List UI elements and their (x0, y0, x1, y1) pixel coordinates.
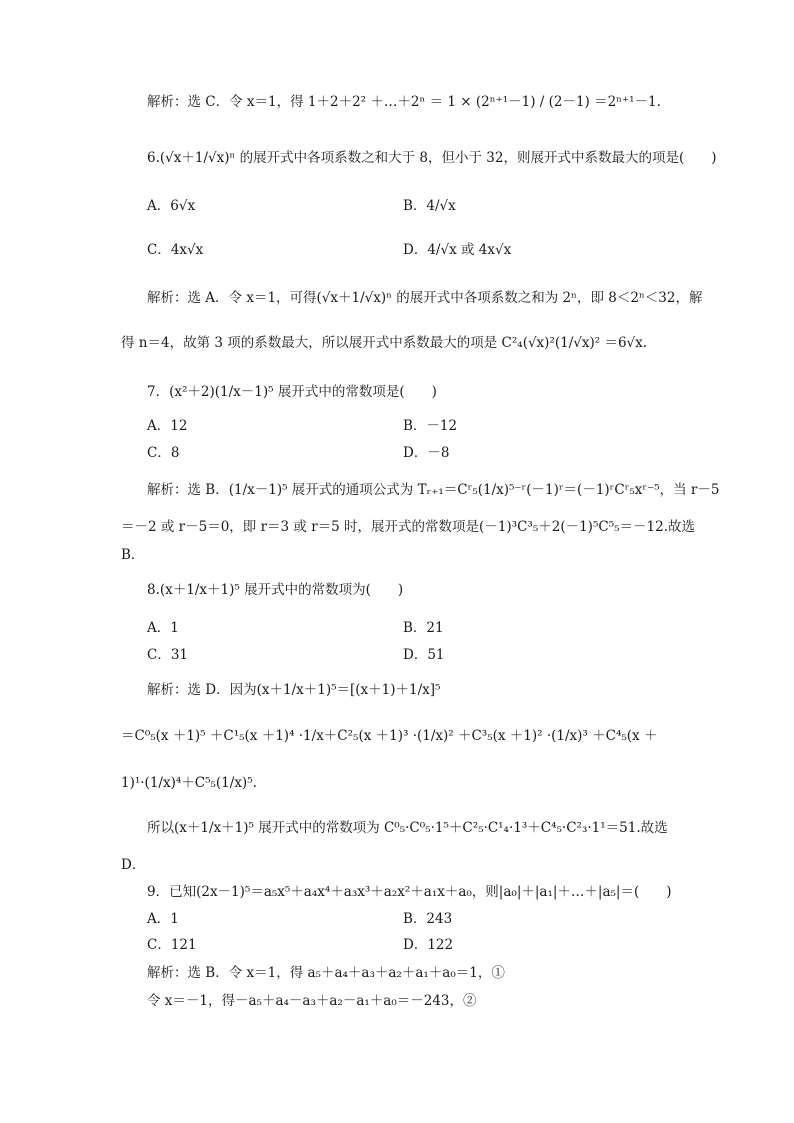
answer-8-line-4: 所以(x＋1/x＋1)⁵ 展开式中的常数项为 C⁰₅·C⁰₅·1⁵＋C²₅·C¹₄·1³＋C⁴₅·C²₃·1¹＝51.故选 (147, 820, 668, 836)
q6-option-c: C．4x√x (147, 242, 204, 258)
answer-9-line-1: 解析：选 B．令 x＝1，得 a₅＋a₄＋a₃＋a₂＋a₁＋a₀＝1，① (147, 965, 505, 981)
answer-8-line-5: D． (121, 857, 146, 873)
question-9: 9．已知(2x－1)⁵＝a₅x⁵＋a₄x⁴＋a₃x³＋a₂x²＋a₁x＋a₀，则|a₀|＋|a₁|＋…＋|a₅|＝( ) (147, 884, 672, 900)
question-8: 8.(x＋1/x＋1)⁵ 展开式中的常数项为( ) (147, 582, 404, 598)
q9-option-a: A．1 (147, 911, 179, 927)
answer-9-line-2: 令 x＝－1，得－a₅＋a₄－a₃＋a₂－a₁＋a₀＝－243，② (147, 993, 477, 1009)
q6-option-a: A．6√x (147, 198, 196, 214)
question-6: 6.(√x＋1/√x)ⁿ 的展开式中各项系数之和大于 8，但小于 32，则展开式中系数最大的项是( ) (147, 150, 717, 166)
answer-6-line-2: 得 n＝4，故第 3 项的系数最大，所以展开式中系数最大的项是 C²₄(√x)²(1/√x)² ＝6√x. (121, 335, 648, 351)
q8-option-a: A．1 (147, 620, 179, 636)
q9-option-d: D．122 (403, 937, 454, 953)
question-7: 7．(x²＋2)(1/x－1)⁵ 展开式中的常数项是( ) (147, 384, 437, 400)
answer-7-line-1: 解析：选 B．(1/x－1)⁵ 展开式的通项公式为 Tᵣ₊₁＝Cʳ₅(1/x)⁵⁻ʳ(－1)ʳ＝(－1)ʳCʳ₅xʳ⁻⁵，当 r－5 (147, 482, 720, 498)
q6-option-b: B．4/√x (403, 198, 456, 214)
answer-8-line-1: 解析：选 D．因为(x＋1/x＋1)⁵＝[(x＋1)＋1/x]⁵ (147, 682, 441, 698)
answer-6-line-1: 解析：选 A．令 x＝1，可得(√x＋1/√x)ⁿ 的展开式中各项系数之和为 2ⁿ，即 8＜2ⁿ＜32，解 (147, 290, 703, 306)
answer-5: 解析：选 C．令 x＝1，得 1＋2＋2² ＋…＋2ⁿ ＝ 1 × (2ⁿ⁺¹－1) / (2－1) ＝2ⁿ⁺¹－1. (147, 94, 661, 110)
q8-option-d: D．51 (403, 647, 445, 663)
q6-option-d: D．4/√x 或 4x√x (403, 242, 512, 258)
q9-option-c: C．121 (147, 937, 197, 953)
q9-option-b: B．243 (403, 911, 453, 927)
answer-7-line-2: ＝－2 或 r－5＝0，即 r＝3 或 r＝5 时，展开式的常数项是(－1)³C³₅＋2(－1)⁵C⁵₅＝－12.故选 (121, 519, 695, 535)
q8-option-c: C．31 (147, 647, 189, 663)
answer-8-line-3: 1)¹·(1/x)⁴＋C⁵₅(1/x)⁵. (121, 775, 257, 791)
q7-option-a: A．12 (147, 418, 188, 434)
q7-option-d: D．－8 (403, 445, 450, 461)
q7-option-b: B．－12 (403, 418, 458, 434)
answer-8-line-2: ＝C⁰₅(x ＋1)⁵ ＋C¹₅(x ＋1)⁴ ·1/x＋C²₅(x ＋1)³ ·(1/x)² ＋C³₅(x ＋1)² ·(1/x)³ ＋C⁴₅(x ＋ (121, 728, 658, 744)
q8-option-b: B．21 (403, 620, 444, 636)
q7-option-c: C．8 (147, 445, 180, 461)
answer-7-line-3: B． (121, 547, 145, 563)
